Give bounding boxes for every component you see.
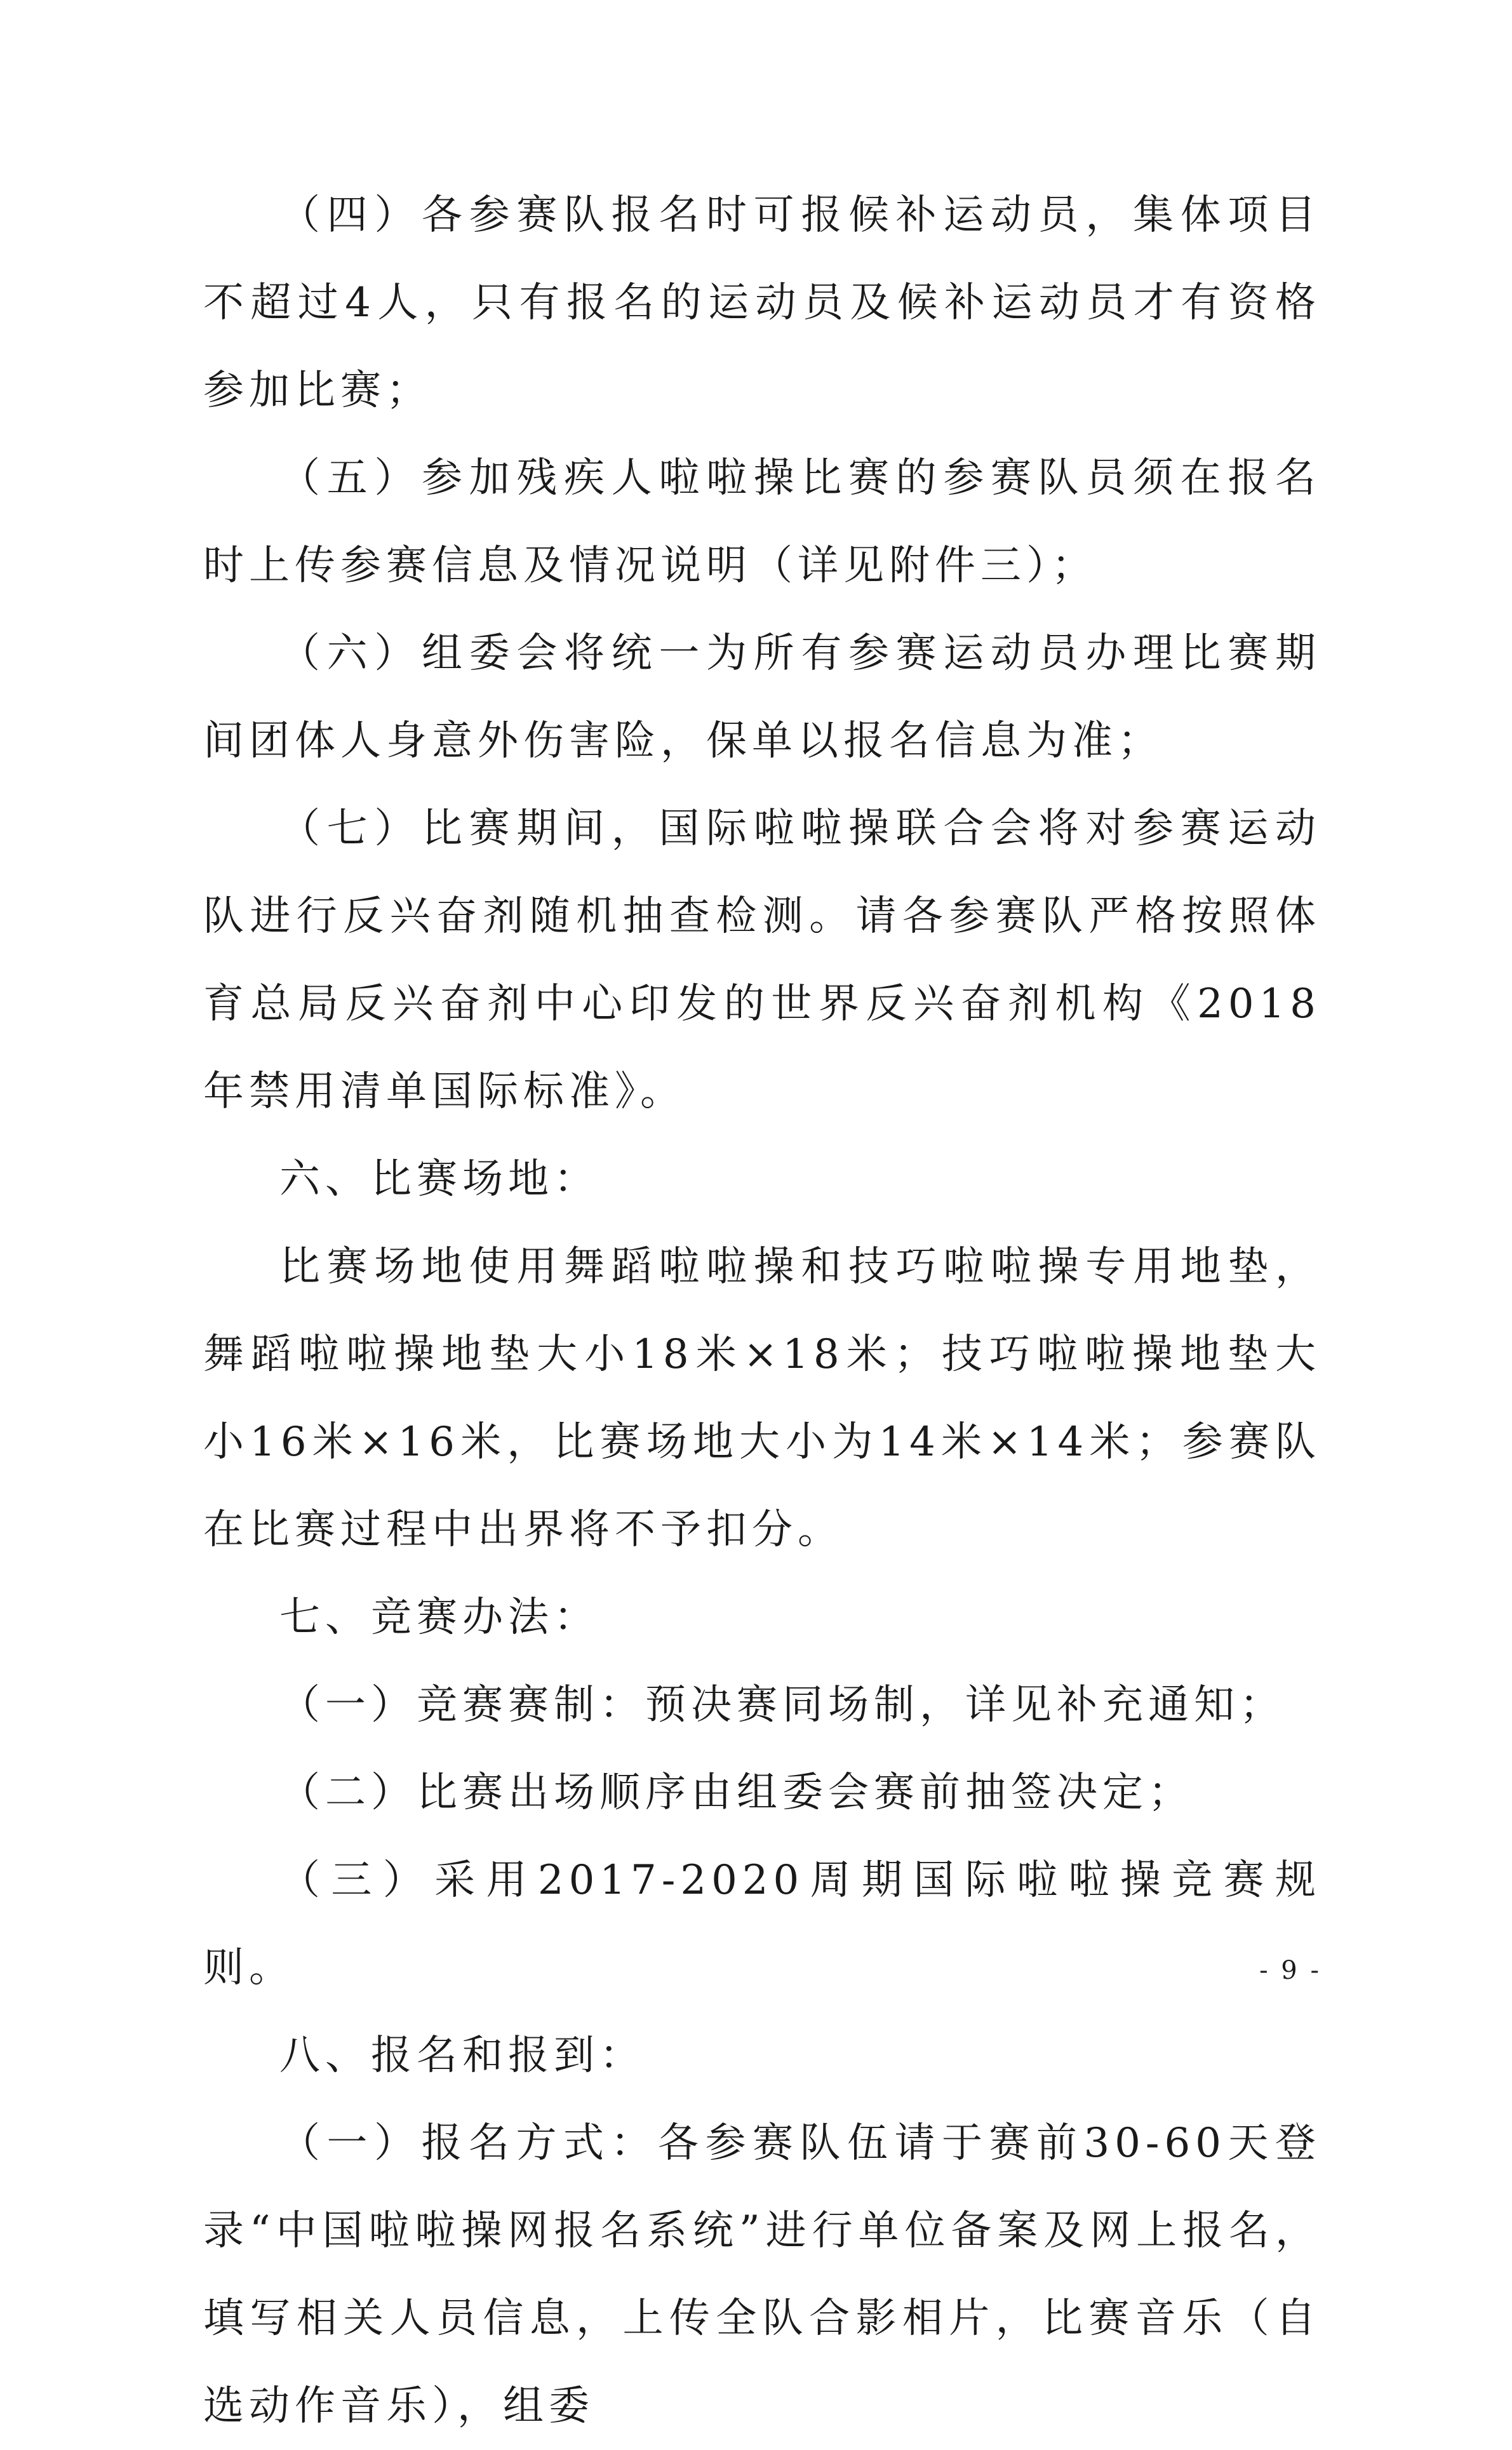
paragraph-insurance: （六）组委会将统一为所有参赛运动员办理比赛期间团体人身意外伤害险，保单以报名信息为准； (203, 630, 1321, 765)
document-body (203, 171, 1321, 2450)
paragraph-registration-method: （一）报名方式：各参赛队伍请于赛前30-60天登录“中国啦啦操网报名系统”进行单位备案及网上报名，填写相关人员信息，上传全队合影相片，比赛音乐（自选动作音乐），组委 (203, 2120, 1321, 2430)
paragraph-substitutes: （四）各参赛队报名时可报候补运动员，集体项目不超过4人，只有报名的运动员及候补运动员才有资格参加比赛； (203, 192, 1321, 414)
page-number: - 9 - (1259, 1956, 1321, 1985)
section-heading-competition-method: 七、竞赛办法： (279, 1594, 599, 1641)
section-heading-registration: 八、报名和报到： (279, 2032, 645, 2079)
paragraph-venue: 比赛场地使用舞蹈啦啦操和技巧啦啦操专用地垫，舞蹈啦啦操地垫大小18米×18米；技巧啦啦操地垫大小16米×16米，比赛场地大小为14米×14米；参赛队在比赛过程中出界将不予扣分。 (203, 1243, 1321, 1553)
paragraph-anti-doping: （七）比赛期间，国际啦啦操联合会将对参赛运动队进行反兴奋剂随机抽查检测。请各参赛队严格按照体育总局反兴奋剂中心印发的世界反兴奋剂机构《2018年禁用清单国际标准》。 (203, 805, 1321, 1115)
section-heading-venue: 六、比赛场地： (279, 1156, 599, 1203)
paragraph-competition-format: （一）竞赛赛制：预决赛同场制，详见补充通知； (279, 1682, 1285, 1729)
paragraph-draw-order: （二）比赛出场顺序由组委会赛前抽签决定； (279, 1769, 1194, 1816)
paragraph-disabled-athletes: （五）参加残疾人啦啦操比赛的参赛队员须在报名时上传参赛信息及情况说明（详见附件三）； (203, 455, 1321, 589)
paragraph-rules: （三）采用2017-2020周期国际啦啦操竞赛规则。 (203, 1857, 1321, 1991)
